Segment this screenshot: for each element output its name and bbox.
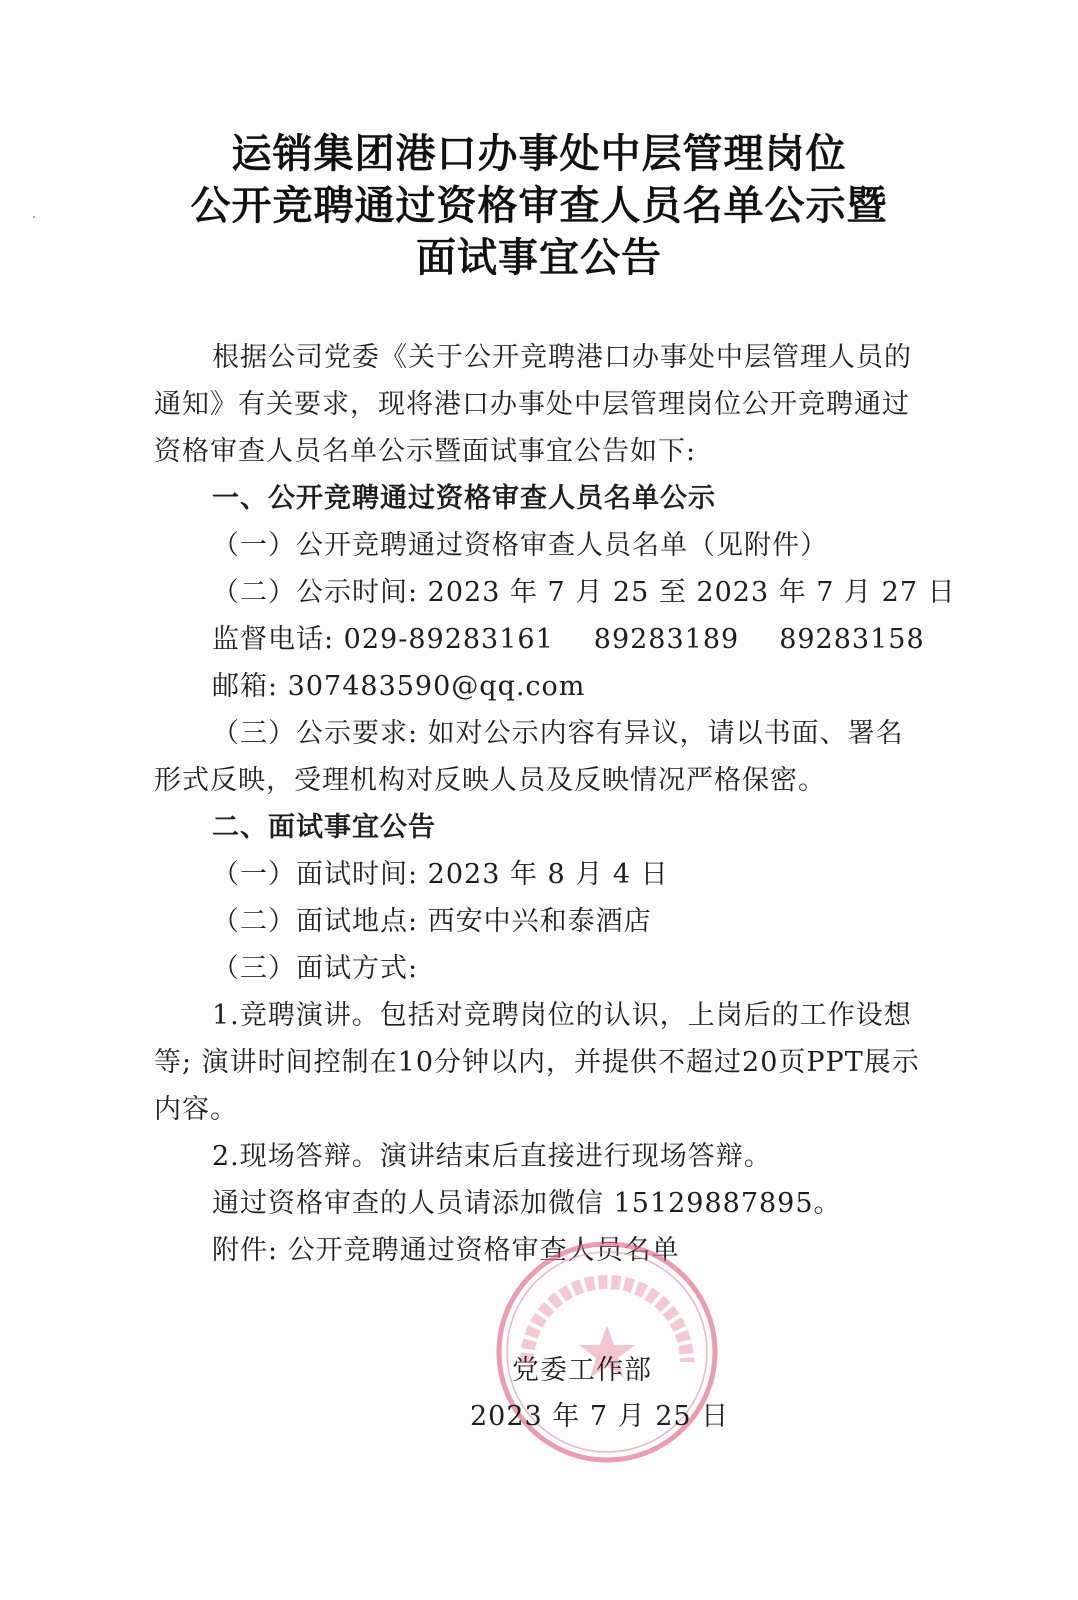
- title-line-1: 运销集团港口办事处中层管理岗位: [231, 130, 847, 177]
- supervision-phone-1: 监督电话: 029-89283161: [212, 624, 554, 655]
- section-1-heading: 一、公开竞聘通过资格审查人员名单公示: [212, 483, 716, 514]
- wechat-line: 通过资格审查的人员请添加微信 15129887895。: [212, 1188, 842, 1219]
- supervision-phone-3: 89283158: [779, 624, 925, 655]
- section-1-item-2: （二）公示时间: 2023 年 7 月 25 至 2023 年 7 月 27 日: [212, 577, 956, 608]
- email-line: 邮箱: 307483590@qq.com: [212, 671, 586, 702]
- interview-point-2: 2.现场答辩。演讲结束后直接进行现场答辩。: [212, 1141, 772, 1172]
- section-2-item-3: （三）面试方式:: [212, 953, 419, 984]
- section-2-heading: 二、面试事宜公告: [212, 812, 436, 843]
- supervision-phone-2: 89283189: [593, 624, 740, 655]
- section-2-item-2: （二）面试地点: 西安中兴和泰酒店: [212, 906, 652, 937]
- document-body: [154, 334, 956, 1274]
- section-1-item-3: （三）公示要求: 如对公示内容有异议，请以书面、署名形式反映，受理机构对反映人员及反映情况严格保密。: [154, 718, 904, 796]
- issuing-department: 党委工作部: [512, 1355, 652, 1386]
- attachment-line: 附件: 公开竞聘通过资格审查人员名单: [212, 1235, 680, 1266]
- interview-point-1: 1.竞聘演讲。包括对竞聘岗位的认识，上岗后的工作设想等; 演讲时间控制在10分钟以内，并提供不超过20页PPT展示内容。: [154, 1000, 920, 1125]
- intro-paragraph: 根据公司党委《关于公开竞聘港口办事处中层管理人员的通知》有关要求，现将港口办事处中层管理岗位公开竞聘通过资格审查人员名单公示暨面试事宜公告如下:: [154, 342, 912, 467]
- document-title: [0, 128, 1078, 284]
- section-2-item-1: （一）面试时间: 2023 年 8 月 4 日: [212, 859, 669, 890]
- signature-block: [470, 1348, 770, 1440]
- issue-date: 2023 年 7 月 25 日: [470, 1401, 730, 1432]
- supervision-phone-line: [154, 616, 924, 663]
- title-line-2: 公开竞聘通过资格审查人员名单公示暨: [190, 182, 888, 229]
- section-1-item-1: （一）公开竞聘通过资格审查人员名单（见附件）: [212, 530, 828, 561]
- title-line-3: 面试事宜公告: [416, 234, 662, 281]
